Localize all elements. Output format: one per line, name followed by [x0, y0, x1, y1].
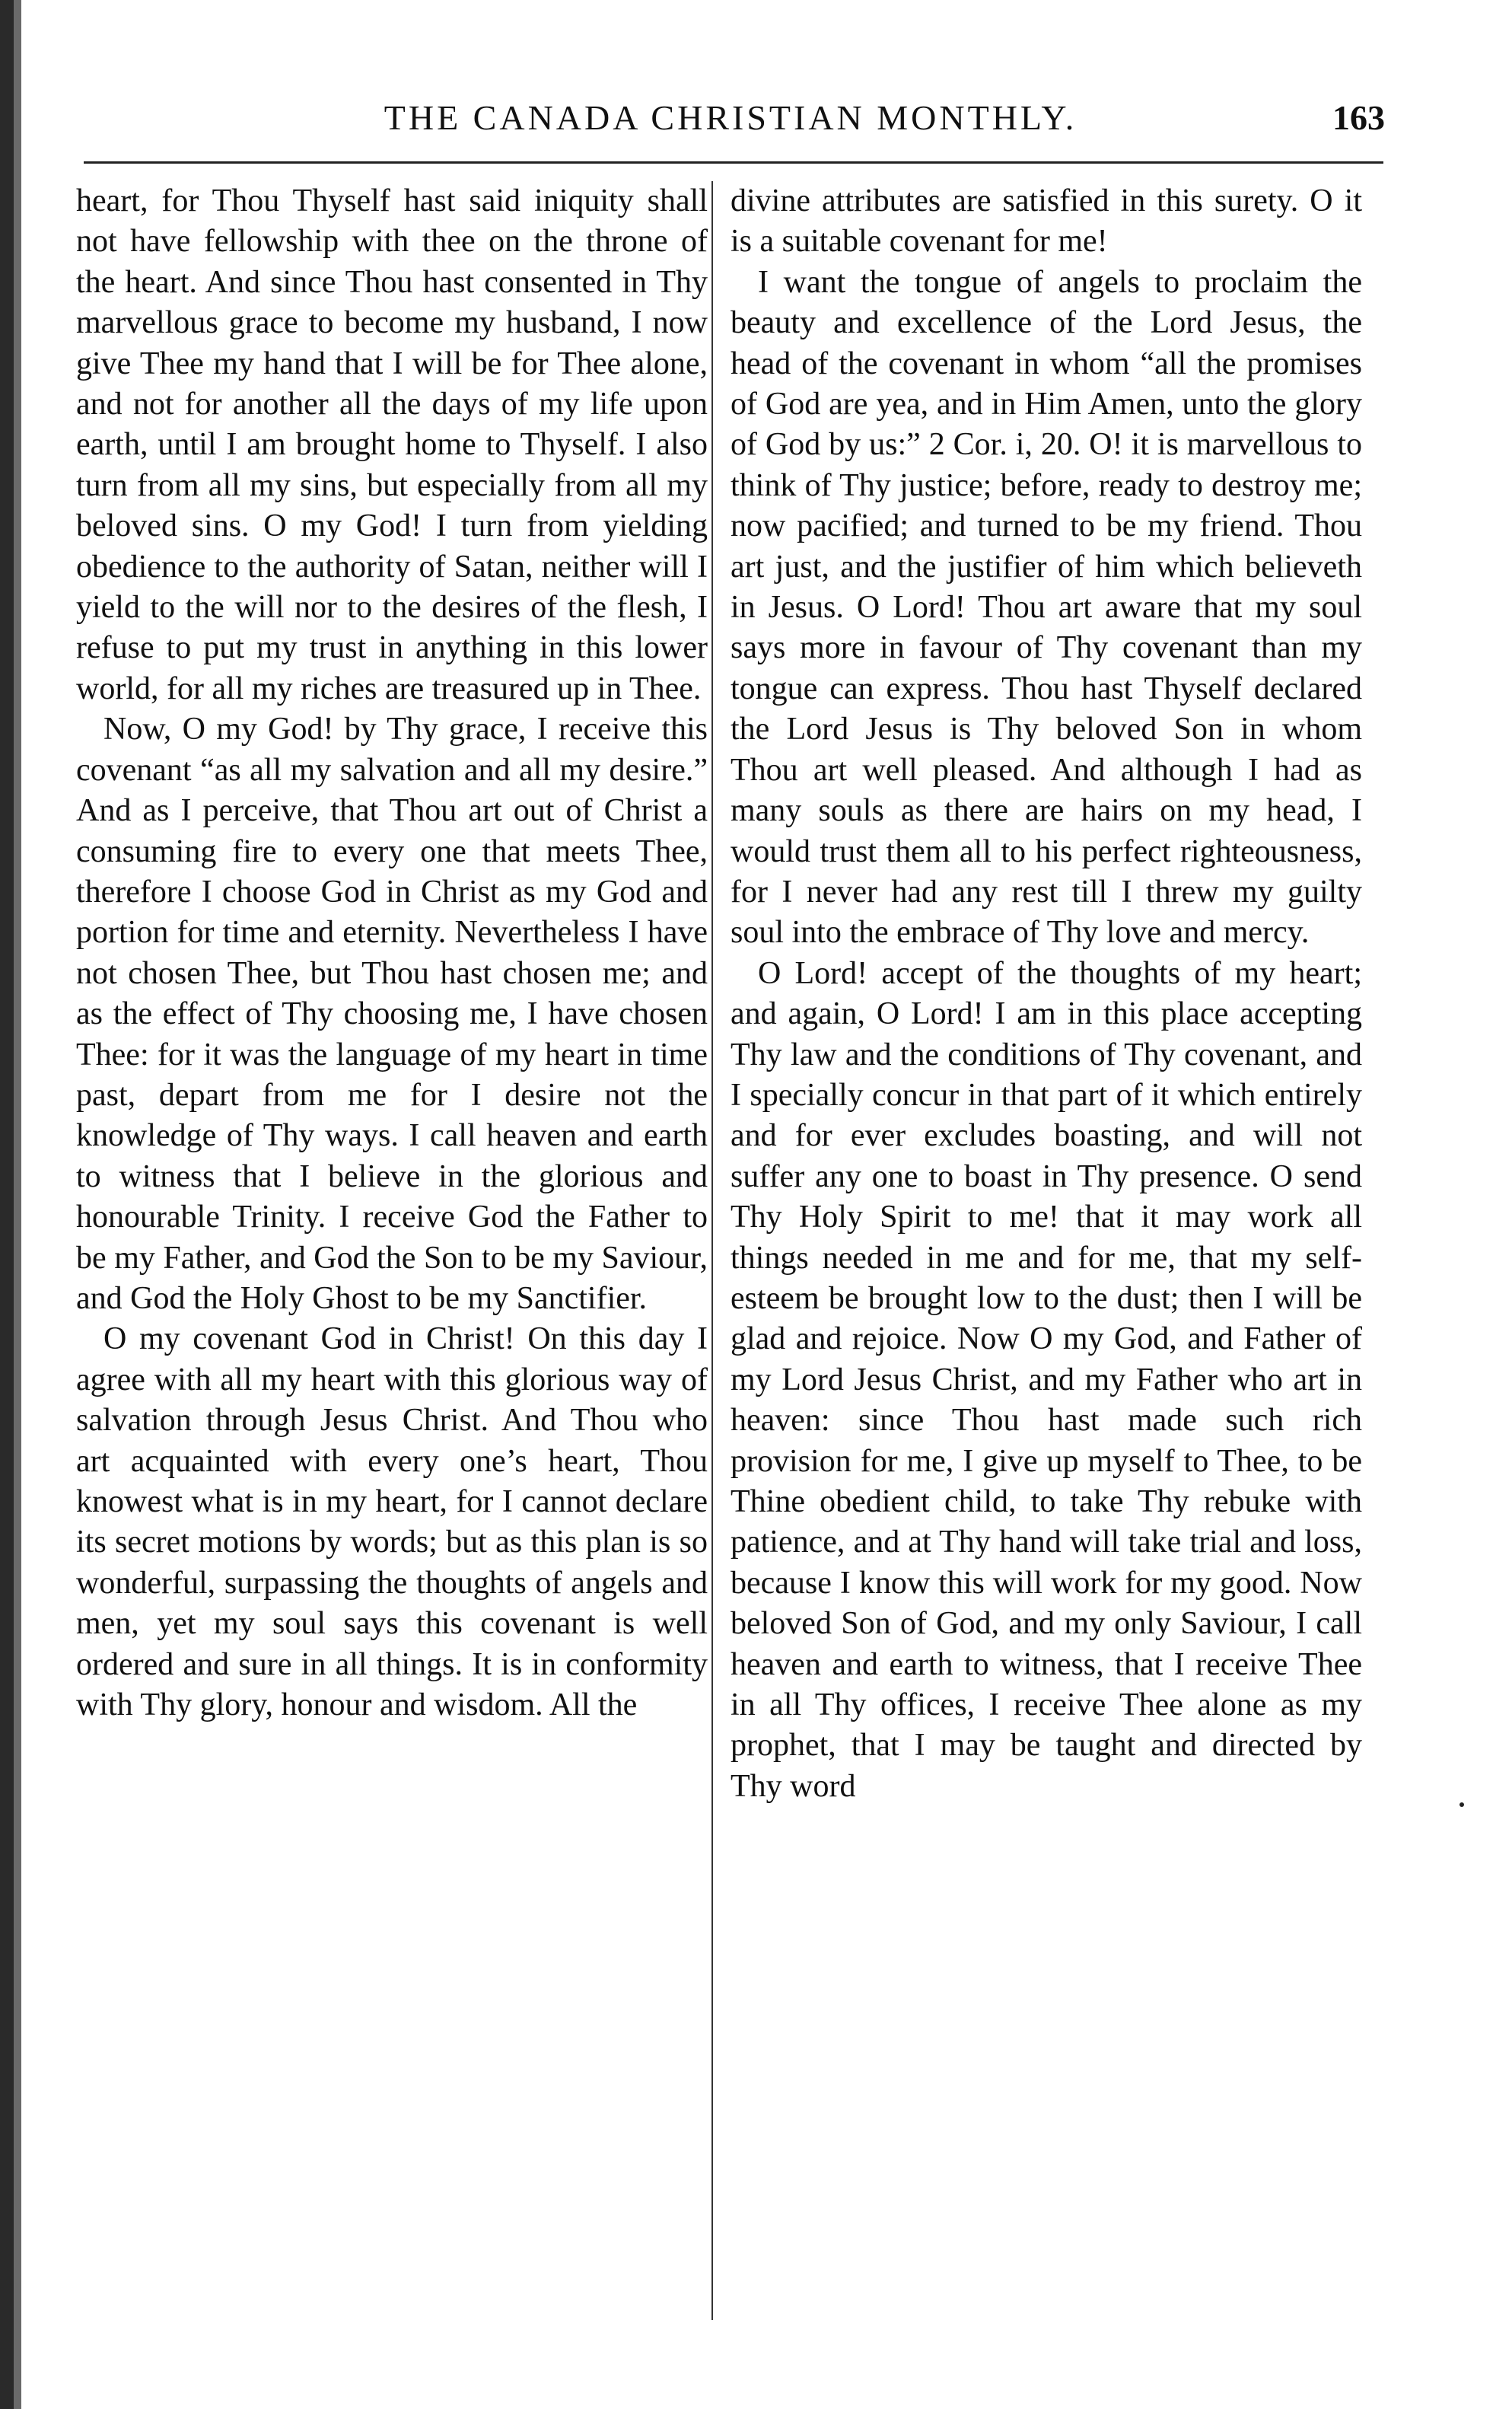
- running-head: [76, 90, 1385, 143]
- left-paragraph-2: Now, O my God! by Thy grace, I receive this covenant “as all my salvation and all my desire.” And as I perceive, that Thou art out of Christ a consuming fire to every one that meets Thee, therefore I choose God in Christ as my God and portion for time and eternity. Nevertheless I have not chosen Thee, but Thou hast chosen me; and as the effect of Thy choosing me, I have chosen Thee: for it was the language of my heart in time past, depart from me for I desire not the knowledge of Thy ways. I call heaven and earth to witness that I believe in the glorious and honourable Trinity. I receive God the Father to be my Father, and God the Son to be my Saviour, and God the Holy Ghost to be my Sanctifier.: [76, 712, 708, 1316]
- right-paragraph-2: I want the tongue of angels to proclaim the beauty and excellence of the Lord Jesus, the head of the covenant in whom “all the promises of God are yea, and in Him Amen, unto the glory of God by us:” 2 Cor. i, 20. O! it is marvellous to think of Thy justice; before, ready to destroy me; now pacified; and turned to be my friend. Thou art just, and the justifier of him which believeth in Jesus. O Lord! Thou art aware that my soul says more in favour of Thy covenant than my tongue can express. Thou hast Thyself declared the Lord Jesus is Thy beloved Son in whom Thou art well pleased. And although I had as many souls as there are hairs on my head, I would trust them all to his perfect righteousness, for I never had any rest till I threw my guilty soul into the embrace of Thy love and mercy.: [731, 264, 1362, 951]
- running-title: THE CANADA CHRISTIAN MONTHLY.: [384, 98, 1077, 137]
- right-paragraph-1: divine attributes are satisfied in this surety. O it is a suitable covenant for me!: [731, 183, 1362, 260]
- ink-speck: [1459, 1802, 1464, 1807]
- header-rule: [84, 161, 1383, 164]
- column-divider: [711, 181, 713, 2320]
- left-column: [76, 181, 708, 1725]
- scan-binding-edge: [0, 0, 14, 2409]
- left-paragraph-3: O my covenant God in Christ! On this day I agree with all my heart with this glorious way of salvation through Jesus Christ. And Thou who art acquainted with every one’s heart, Thou knowest what is in my heart, for I cannot declare its secret motions by words; but as this plan is so wonderful, surpassing the thoughts of angels and men, yet my soul says this covenant is well ordered and sure in all things. It is in conformity with Thy glory, honour and wisdom. All the: [76, 1321, 708, 1723]
- right-column: [731, 181, 1362, 1807]
- scan-binding-shadow: [14, 0, 21, 2409]
- right-paragraph-3: O Lord! accept of the thoughts of my heart; and again, O Lord! I am in this place accepting Thy law and the conditions of Thy covenant, and I specially concur in that part of it which entirely and for ever excludes boasting, and will not suffer any one to boast in Thy presence. O send Thy Holy Spirit to me! that it may work all things needed in me and for me, that my self-esteem be brought low to the dust; then I will be glad and rejoice. Now O my God, and Father of my Lord Jesus Christ, and my Father who art in heaven: since Thou hast made such rich provision for me, I give up myself to Thee, to be Thine obedient child, to take Thy rebuke with patience, and at Thy hand will take trial and loss, because I know this will work for my good. Now beloved Son of God, and my only Saviour, I call heaven and earth to witness, that I receive Thee in all Thy offices, I receive Thee alone as my prophet, that I may be taught and directed by Thy word: [731, 955, 1362, 1804]
- left-paragraph-1: heart, for Thou Thyself hast said iniquity shall not have fellowship with thee on the throne of the heart. And since Thou hast consented in Thy marvellous grace to become my husband, I now give Thee my hand that I will be for Thee alone, and not for another all the days of my life upon earth, until I am brought home to Thyself. I also turn from all my sins, but especially from all my beloved sins. O my God! I turn from yielding obedience to the authority of Satan, neither will I yield to the will nor to the desires of the flesh, I refuse to put my trust in anything in this lower world, for all my riches are treasured up in Thee.: [76, 183, 708, 706]
- page-number: 163: [1332, 98, 1385, 137]
